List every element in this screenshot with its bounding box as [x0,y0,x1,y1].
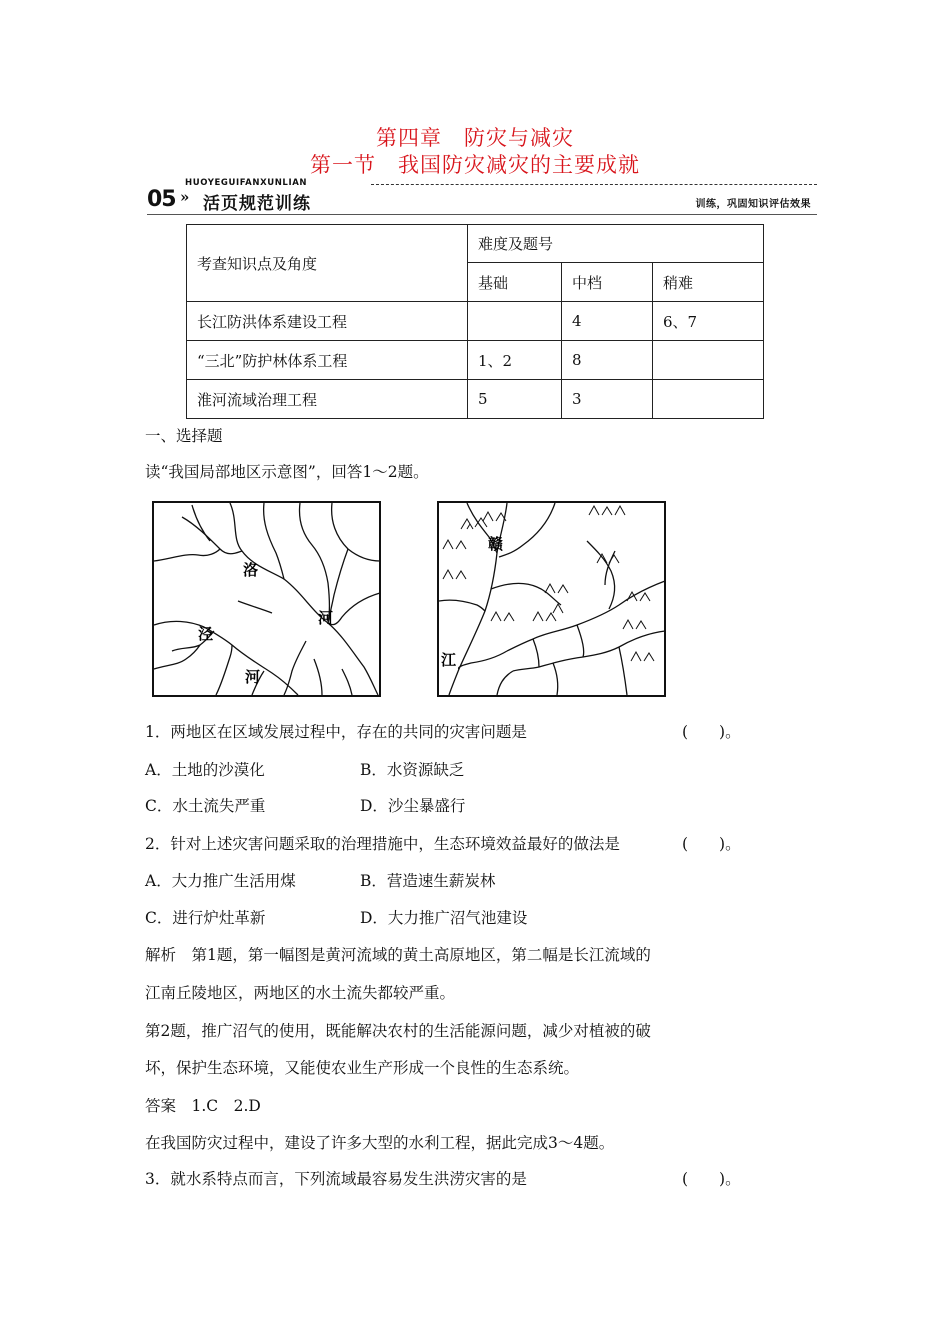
row-medium: 3 [562,380,653,419]
q2-answer-blank: ( )。 [682,835,741,853]
label-he1: 河 [318,609,334,627]
banner-number: 05 [147,187,176,212]
row-topic: 淮河流域治理工程 [187,380,468,419]
q1-option-d: D．沙尘暴盛行 [360,797,466,815]
label-he2: 河 [245,668,261,686]
q3-answer-blank: ( )。 [682,1170,741,1188]
chapter-title: 第四章 防灾与减灾 [376,126,574,150]
row-hard: 6、7 [653,302,764,341]
question-intro: 读“我国局部地区示意图”，回答1～2题。 [145,463,429,481]
banner-name: 活页规范训练 [203,194,311,214]
section-heading: 一、选择题 [145,427,223,445]
q2-option-a: A．大力推广生活用煤 [145,872,296,890]
row-basic: 5 [468,380,562,419]
q1-option-c: C．水土流失严重 [145,797,266,815]
analysis-line-3: 第2题，推广沼气的使用，既能解决农村的生活能源问题，减少对植被的破 [145,1022,651,1040]
answer-line: 答案 1.C 2.D [145,1097,261,1115]
table-row [187,380,764,419]
analysis-line-1: 解析 第1题，第一幅图是黄河流域的黄土高原地区，第二幅是长江流域的 [145,946,651,964]
row-basic: 1、2 [468,341,562,380]
q2-option-d: D．大力推广沼气池建设 [360,909,528,927]
q2-option-b: B．营造速生薪炭林 [360,872,496,890]
row-basic [468,302,562,341]
knowledge-table [186,224,764,419]
section-title: 第一节 我国防灾减灾的主要成就 [310,153,640,177]
map-jiangnan-hills [437,501,666,697]
banner-pinyin: HUOYEGUIFANXUNLIAN [185,178,308,188]
row-medium: 8 [562,341,653,380]
analysis-line-2: 江南丘陵地区，两地区的水土流失都较严重。 [145,984,456,1002]
q1-answer-blank: ( )。 [682,723,741,741]
map-loess-plateau [152,501,381,697]
row-topic: “三北”防护林体系工程 [187,341,468,380]
question-intro-2: 在我国防灾过程中，建设了许多大型的水利工程，据此完成3～4题。 [145,1134,615,1152]
level-basic: 基础 [468,263,562,302]
q2-option-c: C．进行炉灶革新 [145,909,266,927]
q1-stem: 1．两地区在区域发展过程中，存在的共同的灾害问题是 [145,723,527,741]
header-topic: 考查知识点及角度 [187,225,468,302]
header-difficulty: 难度及题号 [468,225,764,263]
table-row [187,302,764,341]
banner-underline [147,214,817,215]
label-jiang: 江 [441,651,457,669]
banner-arrow-icon: » [180,188,190,206]
label-luo: 洛 [243,561,259,579]
banner-divider [371,184,817,185]
q1-option-a: A．土地的沙漠化 [145,761,265,779]
table-row [187,341,764,380]
row-hard [653,380,764,419]
q2-stem: 2．针对上述灾害问题采取的治理措施中，生态环境效益最好的做法是 [145,835,620,853]
row-medium: 4 [562,302,653,341]
level-hard: 稍难 [653,263,764,302]
exercise-banner [147,178,817,216]
label-jing: 泾 [198,625,214,643]
row-topic: 长江防洪体系建设工程 [187,302,468,341]
level-medium: 中档 [562,263,653,302]
row-hard [653,341,764,380]
banner-slogan: 训练，巩固知识评估效果 [695,199,811,210]
analysis-line-4: 坏，保护生态环境，又能使农业生产形成一个良性的生态系统。 [145,1059,580,1077]
q1-option-b: B．水资源缺乏 [360,761,465,779]
q3-stem: 3．就水系特点而言，下列流域最容易发生洪涝灾害的是 [145,1170,527,1188]
label-gan: 赣 [488,535,504,553]
